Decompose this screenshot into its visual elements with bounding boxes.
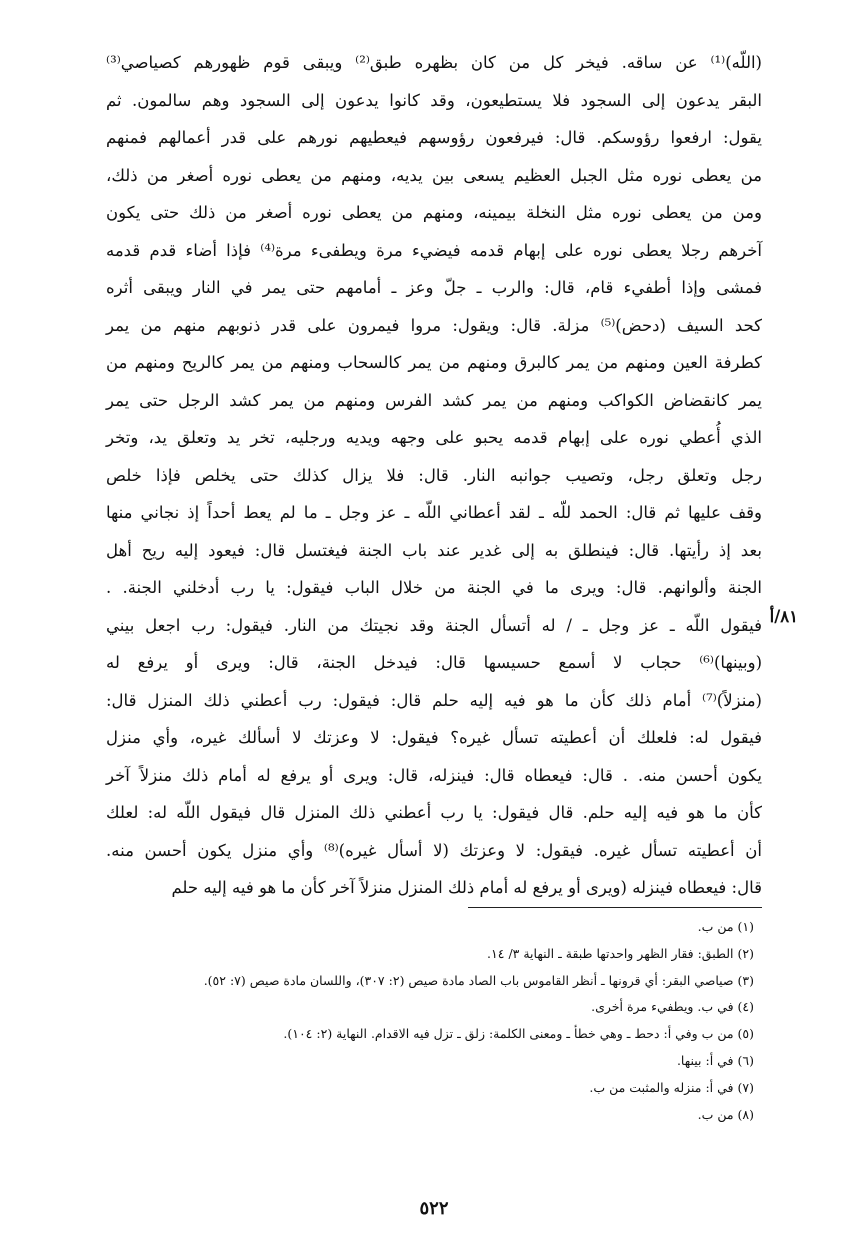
text-line: البقر يدعون إلى السجود فلا يستطيعون، وقد كانوا يدعون إلى السجود وهم سالمون. ثم: [106, 90, 762, 110]
margin-note: ٨١/أ: [769, 606, 798, 626]
text-line: يمر كانقضاض الكواكب ومنهم من يمر كشد الفرس ومنهم من يمر كشد الرجل حتى يمر: [106, 390, 762, 410]
text-line: من يعطى نوره مثل الجبل العظيم يسعى بين يديه، ومنهم من يعطى نوره أصغر من ذلك،: [106, 165, 762, 185]
main-text-block: [106, 44, 798, 907]
footnote: (٥) من ب وفي أ: دحط ـ وهي خطأ ـ ومعنى الكلمة: زلق ـ تزل فيه الاقدام. النهاية (٢: ١٠٤).: [283, 1026, 754, 1042]
footnote: (٤) في ب. ويطفيء مرة أخرى.: [591, 999, 754, 1015]
text-line: ومن من يعطى نوره مثل النخلة بيمينه، ومنهم من يعطى نوره أصغر من ذلك حتى يكون: [106, 203, 762, 222]
text-line: آخرهم رجلا يعطى نوره على إبهام قدمه فيضيء مرة ويطفىء مرة⁽⁴⁾ فإذا أضاء قدم قدمه: [106, 240, 762, 260]
text-line: الذي أُعطي نوره على إبهام قدمه يحبو على وجهه ويديه ورجليه، تخر يد وتعلق يد، وتخر: [106, 428, 762, 447]
footnote: (٣) صياصي البقر: أي قرونها ـ أنظر القاموس باب الصاد مادة صيص (٢: ٣٠٧)، واللسان مادة صيص (٧: ٥٢).: [203, 972, 754, 988]
footnote: (١) من ب.: [697, 919, 754, 934]
text-line: بعد إذ رأيتها. قال: فينطلق به إلى غدير عند باب الجنة فيغتسل قال: فيعود إليه ريح أهل: [106, 540, 762, 560]
text-line: فيقول له: فلعلك أن أعطيته تسأل غيره؟ فيقول: لا وعزتك لا أسألك غيره، وأي منزل: [106, 728, 762, 747]
footnote: (٧) في أ: منزله والمثبت من ب.: [589, 1079, 754, 1095]
text-line-with-margin-note: [106, 606, 798, 645]
text-line: يكون أحسن منه. . قال: فيعطاه قال: فينزله، قال: ويرى أو يرفع له أمام ذلك منزلاً آخر: [106, 765, 762, 785]
text-line: أن أعطيته تسأل غيره. فيقول: لا وعزتك (لا أسأل غيره)⁽⁸⁾ وأي منزل يكون أحسن منه.: [106, 840, 762, 860]
text-line: فيقول اللّه ـ عز وجل ـ / له أتسأل الجنة وقد نجيتك من النار. فيقول: رب اجعل بيني: [106, 615, 762, 635]
text-line: رجل وتعلق رجل، وتصيب جوانبه النار. قال: فلا يزال كذلك حتى يخلص فإذا خلص: [106, 465, 762, 485]
footnote: (٨) من ب.: [697, 1106, 754, 1122]
text-line: كأن ما هو فيه إليه حلم. قال فيقول: يا رب أعطني ذلك المنزل قال فيقول اللّه له: لعلك: [106, 803, 762, 822]
text-line: كطرفة العين ومنهم من يمر كالبرق ومنهم من يمر كالسحاب ومنهم من يمر كالريح ومنهم من: [106, 353, 762, 372]
text-line: الجنة وألوانهم. قال: ويرى ما في الجنة من خلال الباب فيقول: يا رب أدخلني الجنة. .: [106, 578, 762, 597]
text-line: وقف عليها ثم قال: الحمد للّه ـ لقد أعطاني اللّه ـ عز وجل ـ ما لم يعط أحداً إذ نجاني منها: [106, 503, 762, 522]
text-line: (اللّه)⁽¹⁾ عن ساقه. فيخر كل من كان بظهره طبق⁽²⁾ ويبقى قوم ظهورهم كصياصي⁽³⁾: [106, 53, 762, 72]
text-line: (وبينها)⁽⁶⁾ حجاب لا أسمع حسيسها قال: فيدخل الجنة، قال: ويرى أو يرفع له: [106, 653, 762, 672]
text-line: فمشى وإذا أطفيء قام، قال: والرب ـ جلّ وعز ـ أمامهم حتى يمر في النار ويبقى أثره: [106, 278, 762, 297]
text-line: قال: فيعطاه فينزله (ويرى أو يرفع له أمام ذلك المنزل منزلاً آخر كأن ما هو فيه إليه حلم: [171, 878, 762, 897]
text-line: كحد السيف (دحض)⁽⁵⁾ مزلة. قال: ويقول: مروا فيمرون على قدر ذنوبهم منهم من يمر: [106, 315, 762, 335]
text-line: (منزلاً)⁽⁷⁾ أمام ذلك كأن ما هو فيه إليه حلم قال: فيقول: رب أعطني ذلك المنزل قال:: [106, 690, 762, 710]
footnotes-block: [104, 914, 754, 1128]
page-number: ٥٢٢: [419, 1198, 449, 1219]
footnote-divider: [468, 907, 762, 908]
footnote: (٢) الطبق: فقار الظهر واحدتها طبقة ـ النهاية ٣/ ١٤.: [487, 945, 754, 961]
text-line: يقول: ارفعوا رؤوسكم. قال: فيرفعون رؤوسهم فيعطيهم نورهم على قدر أعمالهم فمنهم: [106, 128, 762, 147]
footnote: (٦) في أ: بينها.: [676, 1052, 754, 1068]
